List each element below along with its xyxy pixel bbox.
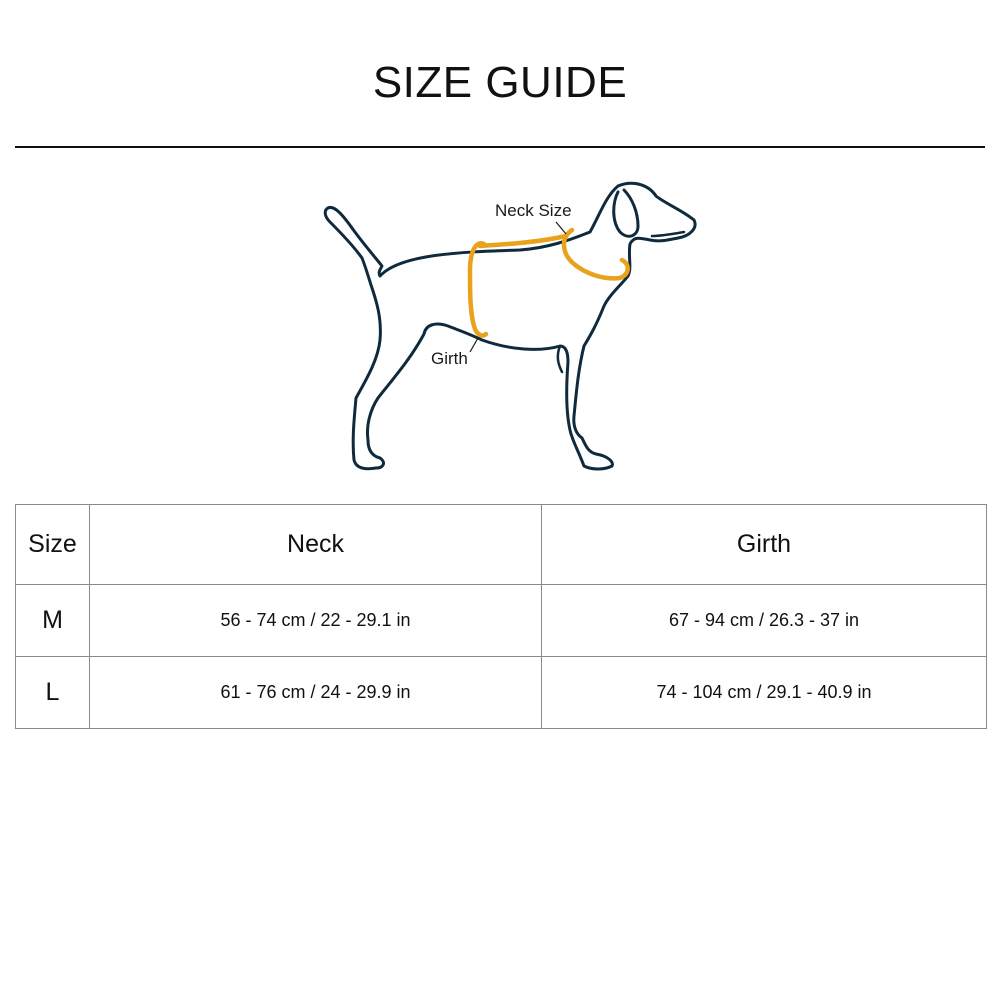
dog-chest-icon xyxy=(558,346,562,372)
header-neck: Neck xyxy=(90,505,542,585)
table-header-row xyxy=(16,505,987,585)
dog-mouth-icon xyxy=(652,232,684,236)
table-row xyxy=(16,585,987,657)
title-divider xyxy=(15,146,985,148)
neck-value: 61 - 76 cm / 24 - 29.9 in xyxy=(90,657,542,729)
dog-outline-icon xyxy=(325,183,695,469)
table-row xyxy=(16,657,987,729)
header-size: Size xyxy=(16,505,90,585)
neck-leader-line xyxy=(556,222,566,234)
girth-value: 67 - 94 cm / 26.3 - 37 in xyxy=(542,585,987,657)
neck-value: 56 - 74 cm / 22 - 29.1 in xyxy=(90,585,542,657)
header-girth: Girth xyxy=(542,505,987,585)
size-table xyxy=(15,504,987,729)
girth-measure-line xyxy=(470,243,486,335)
size-value: M xyxy=(16,585,90,657)
page-title: SIZE GUIDE xyxy=(372,58,628,107)
dog-diagram-svg xyxy=(300,170,720,490)
size-value: L xyxy=(16,657,90,729)
dog-measurement-diagram xyxy=(300,170,720,490)
dog-ear-icon xyxy=(614,190,638,236)
girth-label: Girth xyxy=(431,349,468,368)
neck-size-label: Neck Size xyxy=(495,201,572,220)
girth-value: 74 - 104 cm / 29.1 - 40.9 in xyxy=(542,657,987,729)
girth-leader-line xyxy=(470,338,478,352)
